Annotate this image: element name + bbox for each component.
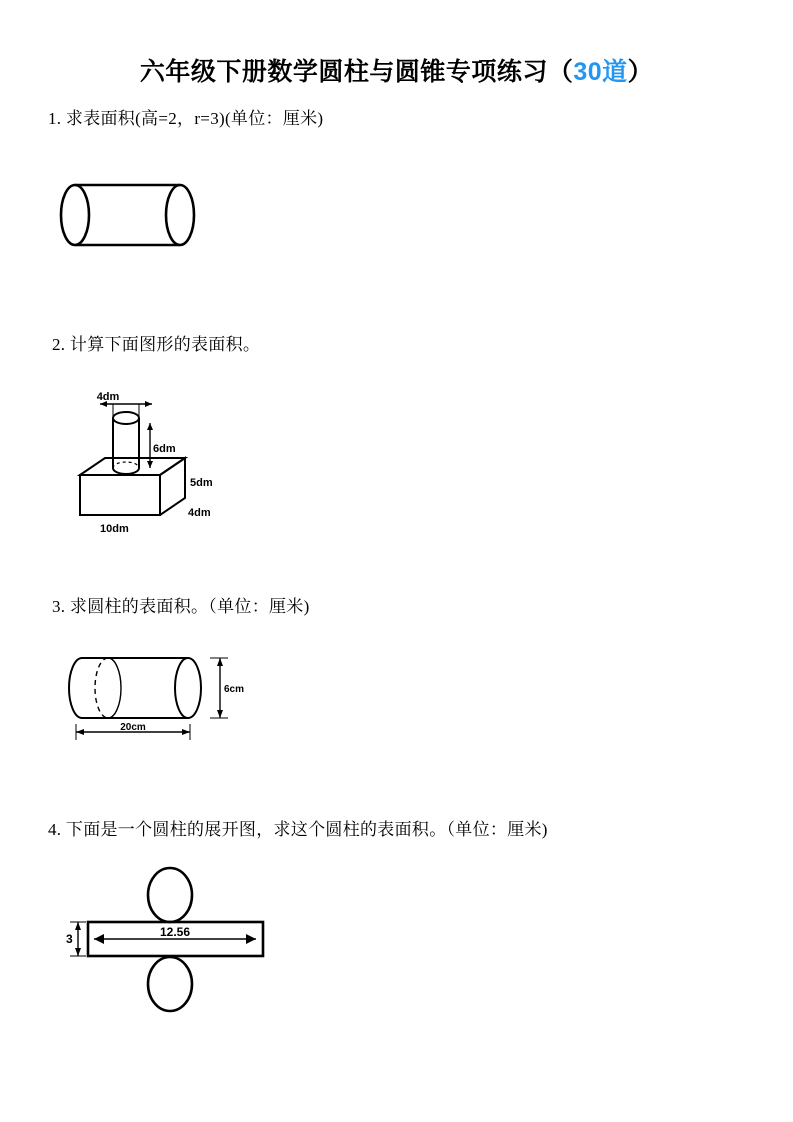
question-4-text: 4. 下面是一个圆柱的展开图，求这个圆柱的表面积。（单位：厘米) [48, 820, 548, 839]
question-2-figure [60, 390, 280, 555]
page-title-tail: ） [627, 58, 654, 86]
question-3-figure [60, 640, 300, 760]
label-10dm: 10dm [100, 523, 129, 535]
label-6dm: 6dm [153, 443, 176, 455]
question-1-figure [55, 165, 255, 295]
label-5dm: 5dm [190, 477, 213, 489]
question-1-text: 1. 求表面积(高=2，r=3)(单位：厘米) [48, 109, 324, 128]
label-6cm: 6cm [224, 684, 245, 695]
question-4-figure [60, 860, 300, 1040]
label-3: 3 [66, 932, 73, 946]
page-title-main: 六年级下册数学圆柱与圆锥专项练习（ [139, 58, 574, 86]
page-title-count: 30道 [573, 58, 628, 86]
page-title [0, 52, 793, 88]
label-4dm-top: 4dm [96, 391, 120, 403]
label-20cm: 20cm [120, 722, 146, 733]
label-4dm-depth: 4dm [188, 507, 211, 519]
question-3-text: 3. 求圆柱的表面积。（单位：厘米) [52, 597, 310, 616]
label-12-56: 12.56 [159, 925, 191, 939]
question-2-text: 2. 计算下面图形的表面积。 [52, 335, 261, 354]
